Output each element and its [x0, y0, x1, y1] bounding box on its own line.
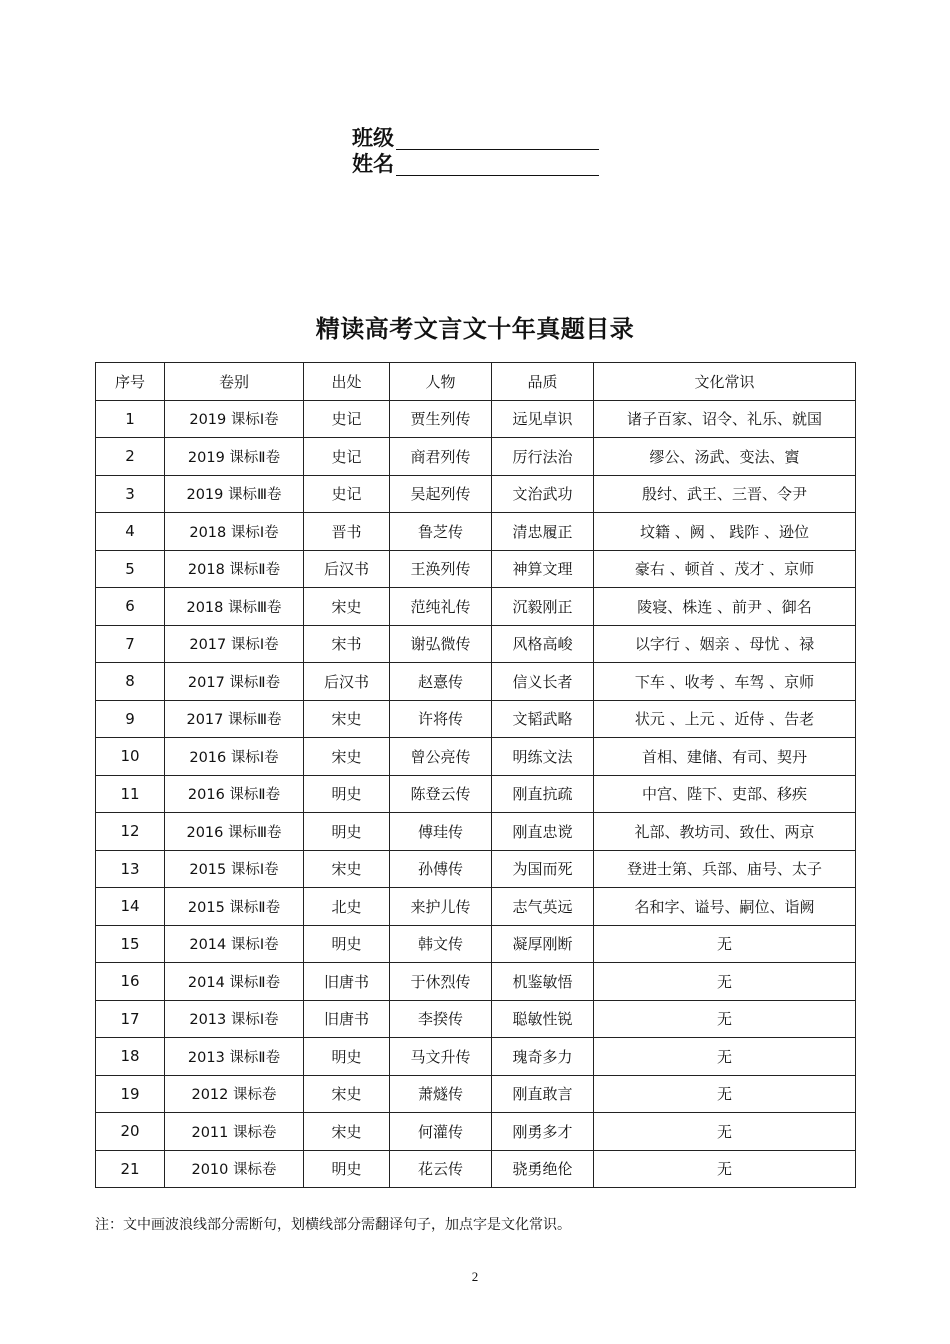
cell-source: 宋书 [304, 625, 390, 663]
cell-culture: 首相、建储、有司、契丹 [594, 738, 856, 776]
cell-paper: 2018 课标Ⅱ卷 [165, 550, 304, 588]
cell-index: 5 [96, 550, 165, 588]
cell-person: 韩文传 [390, 925, 492, 963]
student-info-fields [352, 124, 599, 176]
cell-source: 明史 [304, 813, 390, 851]
cell-person: 范纯礼传 [390, 588, 492, 626]
cell-source: 宋史 [304, 738, 390, 776]
cell-quality: 机鉴敏悟 [492, 963, 594, 1001]
cell-culture: 无 [594, 1038, 856, 1076]
cell-quality: 厉行法治 [492, 438, 594, 476]
name-label: 姓名 [352, 152, 394, 176]
cell-index: 10 [96, 738, 165, 776]
cell-paper: 2018 课标Ⅰ卷 [165, 513, 304, 551]
cell-source: 后汉书 [304, 550, 390, 588]
cell-paper: 2015 课标Ⅱ卷 [165, 888, 304, 926]
table-row [96, 1150, 856, 1188]
cell-index: 20 [96, 1113, 165, 1151]
cell-paper: 2017 课标Ⅲ卷 [165, 700, 304, 738]
table-row [96, 813, 856, 851]
cell-source: 宋史 [304, 1075, 390, 1113]
cell-source: 北史 [304, 888, 390, 926]
cell-person: 赵憙传 [390, 663, 492, 701]
cell-source: 旧唐书 [304, 1000, 390, 1038]
cell-person: 李揆传 [390, 1000, 492, 1038]
cell-culture: 以字行 、姻亲 、母忧 、禄 [594, 625, 856, 663]
cell-quality: 聪敏性锐 [492, 1000, 594, 1038]
cell-quality: 凝厚刚断 [492, 925, 594, 963]
table-row [96, 400, 856, 438]
cell-culture: 坟籍 、阙 、 践阼 、逊位 [594, 513, 856, 551]
cell-source: 宋史 [304, 700, 390, 738]
cell-quality: 沉毅刚正 [492, 588, 594, 626]
contents-table [95, 362, 856, 1188]
cell-culture: 登进士第、兵部、庙号、太子 [594, 850, 856, 888]
cell-source: 宋史 [304, 588, 390, 626]
cell-quality: 刚勇多才 [492, 1113, 594, 1151]
table-row [96, 1113, 856, 1151]
table-row [96, 475, 856, 513]
column-header-index: 序号 [96, 363, 165, 401]
cell-source: 明史 [304, 1038, 390, 1076]
cell-quality: 骁勇绝伦 [492, 1150, 594, 1188]
cell-person: 许将传 [390, 700, 492, 738]
cell-quality: 刚直敢言 [492, 1075, 594, 1113]
class-label: 班级 [352, 126, 394, 150]
cell-person: 曾公亮传 [390, 738, 492, 776]
cell-person: 谢弘微传 [390, 625, 492, 663]
cell-quality: 刚直忠谠 [492, 813, 594, 851]
cell-culture: 名和字、谥号、嗣位、诣阙 [594, 888, 856, 926]
column-header-quality: 品质 [492, 363, 594, 401]
cell-index: 1 [96, 400, 165, 438]
cell-person: 马文升传 [390, 1038, 492, 1076]
cell-index: 3 [96, 475, 165, 513]
cell-paper: 2017 课标Ⅰ卷 [165, 625, 304, 663]
column-header-source: 出处 [304, 363, 390, 401]
table-row [96, 738, 856, 776]
cell-paper: 2017 课标Ⅱ卷 [165, 663, 304, 701]
cell-person: 花云传 [390, 1150, 492, 1188]
cell-quality: 文韬武略 [492, 700, 594, 738]
cell-index: 19 [96, 1075, 165, 1113]
cell-quality: 神算文理 [492, 550, 594, 588]
column-header-person: 人物 [390, 363, 492, 401]
table-row [96, 775, 856, 813]
cell-paper: 2013 课标Ⅰ卷 [165, 1000, 304, 1038]
cell-paper: 2011 课标卷 [165, 1113, 304, 1151]
cell-quality: 为国而死 [492, 850, 594, 888]
cell-index: 15 [96, 925, 165, 963]
cell-paper: 2016 课标Ⅲ卷 [165, 813, 304, 851]
cell-person: 来护儿传 [390, 888, 492, 926]
table-row [96, 513, 856, 551]
cell-culture: 礼部、教坊司、致仕、两京 [594, 813, 856, 851]
cell-person: 于休烈传 [390, 963, 492, 1001]
cell-source: 晋书 [304, 513, 390, 551]
cell-source: 史记 [304, 400, 390, 438]
cell-paper: 2019 课标Ⅱ卷 [165, 438, 304, 476]
cell-person: 王涣列传 [390, 550, 492, 588]
cell-paper: 2015 课标Ⅰ卷 [165, 850, 304, 888]
cell-culture: 无 [594, 1075, 856, 1113]
cell-index: 18 [96, 1038, 165, 1076]
cell-paper: 2014 课标Ⅰ卷 [165, 925, 304, 963]
cell-culture: 无 [594, 963, 856, 1001]
cell-person: 鲁芝传 [390, 513, 492, 551]
cell-culture: 陵寝、株连 、前尹 、御名 [594, 588, 856, 626]
column-header-culture: 文化常识 [594, 363, 856, 401]
cell-culture: 下车 、收考 、车驾 、京师 [594, 663, 856, 701]
cell-quality: 明练文法 [492, 738, 594, 776]
cell-index: 16 [96, 963, 165, 1001]
column-header-paper: 卷别 [165, 363, 304, 401]
cell-person: 贾生列传 [390, 400, 492, 438]
name-blank-line [396, 153, 599, 176]
table-row [96, 663, 856, 701]
cell-culture: 无 [594, 1113, 856, 1151]
table-row [96, 588, 856, 626]
table-row [96, 700, 856, 738]
cell-quality: 风格高峻 [492, 625, 594, 663]
class-field [352, 124, 599, 150]
cell-person: 傅珪传 [390, 813, 492, 851]
cell-source: 史记 [304, 475, 390, 513]
cell-culture: 缪公、汤武、变法、賨 [594, 438, 856, 476]
cell-index: 9 [96, 700, 165, 738]
cell-index: 4 [96, 513, 165, 551]
name-field [352, 150, 599, 176]
table-row [96, 963, 856, 1001]
cell-source: 宋史 [304, 850, 390, 888]
footnote: 注：文中画波浪线部分需断句，划横线部分需翻译句子，加点字是文化常识。 [95, 1217, 571, 1233]
class-blank-line [396, 127, 599, 150]
cell-culture: 状元 、上元 、近侍 、告老 [594, 700, 856, 738]
cell-quality: 信义长者 [492, 663, 594, 701]
cell-paper: 2010 课标卷 [165, 1150, 304, 1188]
cell-index: 7 [96, 625, 165, 663]
cell-source: 明史 [304, 1150, 390, 1188]
cell-quality: 志气英远 [492, 888, 594, 926]
cell-index: 6 [96, 588, 165, 626]
table-body [96, 400, 856, 1188]
cell-person: 商君列传 [390, 438, 492, 476]
cell-quality: 远见卓识 [492, 400, 594, 438]
cell-culture: 无 [594, 1150, 856, 1188]
cell-paper: 2016 课标Ⅱ卷 [165, 775, 304, 813]
cell-person: 萧燧传 [390, 1075, 492, 1113]
table-row [96, 438, 856, 476]
cell-culture: 诸子百家、诏令、礼乐、就国 [594, 400, 856, 438]
cell-source: 宋史 [304, 1113, 390, 1151]
cell-quality: 瑰奇多力 [492, 1038, 594, 1076]
cell-culture: 殷纣、武王、三晋、令尹 [594, 475, 856, 513]
cell-index: 12 [96, 813, 165, 851]
cell-paper: 2018 课标Ⅲ卷 [165, 588, 304, 626]
cell-paper: 2016 课标Ⅰ卷 [165, 738, 304, 776]
cell-index: 14 [96, 888, 165, 926]
cell-culture: 无 [594, 1000, 856, 1038]
page-number: 2 [471, 1269, 479, 1284]
cell-quality: 刚直抗疏 [492, 775, 594, 813]
cell-quality: 清忠履正 [492, 513, 594, 551]
cell-index: 8 [96, 663, 165, 701]
cell-source: 后汉书 [304, 663, 390, 701]
table-row [96, 850, 856, 888]
table-row [96, 888, 856, 926]
cell-person: 陈登云传 [390, 775, 492, 813]
cell-person: 吴起列传 [390, 475, 492, 513]
table-row [96, 1000, 856, 1038]
cell-source: 旧唐书 [304, 963, 390, 1001]
cell-paper: 2013 课标Ⅱ卷 [165, 1038, 304, 1076]
cell-index: 17 [96, 1000, 165, 1038]
cell-person: 孙傅传 [390, 850, 492, 888]
cell-index: 11 [96, 775, 165, 813]
cell-paper: 2014 课标Ⅱ卷 [165, 963, 304, 1001]
cell-paper: 2019 课标Ⅲ卷 [165, 475, 304, 513]
table-header-row [96, 363, 856, 401]
table-row [96, 625, 856, 663]
table-row [96, 925, 856, 963]
cell-source: 明史 [304, 775, 390, 813]
table-row [96, 1075, 856, 1113]
cell-person: 何灌传 [390, 1113, 492, 1151]
cell-paper: 2019 课标Ⅰ卷 [165, 400, 304, 438]
table-row [96, 1038, 856, 1076]
table-row [96, 550, 856, 588]
cell-index: 21 [96, 1150, 165, 1188]
page-title: 精读高考文言文十年真题目录 [315, 315, 635, 343]
cell-culture: 无 [594, 925, 856, 963]
cell-index: 2 [96, 438, 165, 476]
cell-culture: 中宫、陛下、吏部、移疾 [594, 775, 856, 813]
cell-source: 史记 [304, 438, 390, 476]
cell-culture: 豪右 、顿首 、茂才 、京师 [594, 550, 856, 588]
cell-paper: 2012 课标卷 [165, 1075, 304, 1113]
cell-quality: 文治武功 [492, 475, 594, 513]
cell-index: 13 [96, 850, 165, 888]
cell-source: 明史 [304, 925, 390, 963]
